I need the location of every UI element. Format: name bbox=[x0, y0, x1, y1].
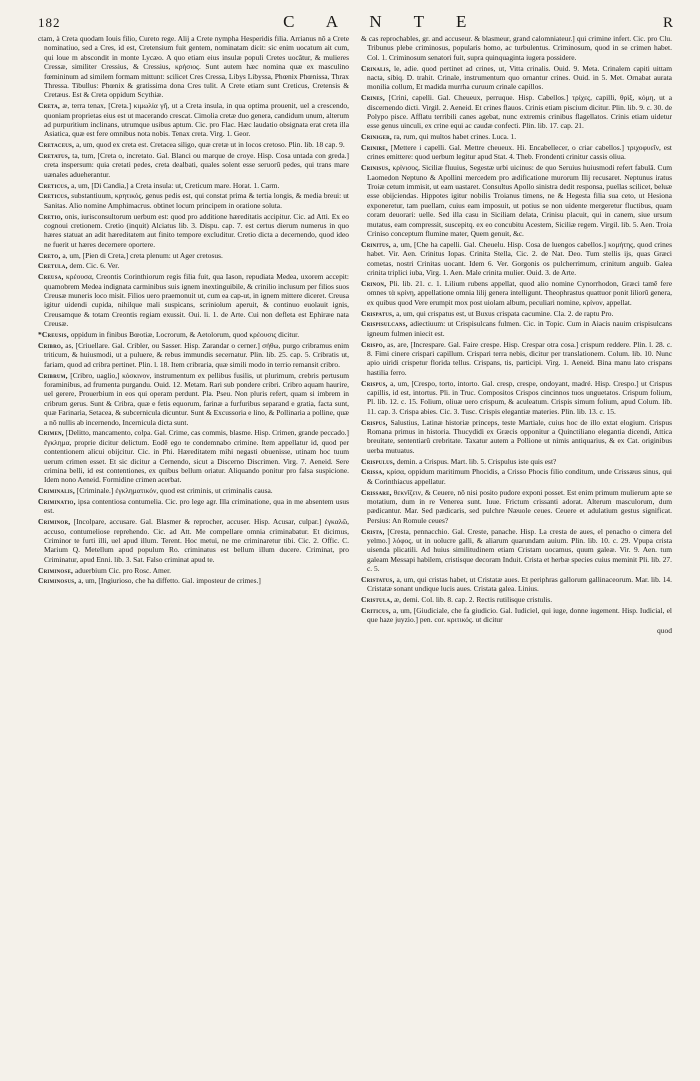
entry-text: a, um, qui crispatus est, ut Buxus crispata cacumine. Cla. 2. de raptu Pro. bbox=[396, 308, 614, 318]
dictionary-entry bbox=[361, 319, 672, 338]
dictionary-entry bbox=[38, 140, 349, 149]
entry-headword: Crispisulcans, bbox=[361, 319, 408, 329]
entry-text: adiectiuum: ut Crispisulcans fulmen. Cic. in Topic. Cum in Aiacis nauim crispisulcans igneum fulmen iniecit est. bbox=[367, 319, 672, 338]
entry-headword: Crispo, bbox=[361, 339, 385, 349]
entry-text: a, um, [Pien di Creta,] creta plenum: ut Ager cretosus. bbox=[62, 250, 223, 260]
dictionary-entry bbox=[38, 212, 349, 250]
dictionary-entry bbox=[38, 330, 349, 339]
entry-headword: Crinire, bbox=[361, 143, 388, 153]
dictionary-entry bbox=[361, 309, 672, 318]
entry-headword: Criminatio, bbox=[38, 496, 76, 506]
entry-headword: Criminalis, bbox=[38, 486, 75, 496]
dictionary-entry bbox=[361, 143, 672, 162]
dictionary-entry bbox=[38, 341, 349, 369]
dictionary-entry bbox=[361, 64, 672, 92]
dictionary-entry bbox=[361, 527, 672, 574]
dictionary-entry bbox=[361, 595, 672, 604]
dictionary-entry bbox=[361, 93, 672, 131]
entry-headword: Crinisus, bbox=[361, 163, 391, 173]
entry-headword: Cribro, bbox=[38, 340, 64, 350]
entry-headword: Creticus, bbox=[38, 191, 70, 201]
entry-text: [Mettere i capelli. Gal. Mettre cheueux. Hi. Encabellecer, o criar cabellos.] τριχοφυεῖν, est crines emittere: quod uerbum legitur apud Stat. 4. Theb. Frondenti crinitur cassis oliua. bbox=[367, 143, 672, 162]
entry-headword: Crines, bbox=[361, 93, 385, 103]
dictionary-entry bbox=[361, 575, 672, 594]
dictionary-entry bbox=[38, 272, 349, 328]
dictionary-entry bbox=[361, 132, 672, 141]
entry-text: as, are, [Increspare. Gal. Faire crespe. Hisp. Crespar otra cosa.] crispum reddere. Plin. l. 28. c. 8. Fimi cinere crispari capillum. Crispari terra nebis, dicitur per translationem. Colum. lib. 10. Nunc apio uiridi crispetur florida tellus. Crispans, tis, participi. Virg. 1. Aeneid. Bina manu lato crispans hastilia ferro. bbox=[367, 339, 672, 377]
dictionary-entry bbox=[361, 240, 672, 278]
page-number: 182 bbox=[38, 15, 61, 30]
entry-text: a, um, [Crespo, torto, intorto. Gal. cresp, crespe, ondoyant, madré. Hisp. Crespo.] ut Crispus capillis, id est, intortus. Pli. in Truc. Compositos Crispos cincinnos tuos unguetatos. Crispum folium, Pl. lib. 12. c. 15. Folium, oliuæ uero crispum, & aculeatum. Crispis simum folium, apud Colum. lib. 11. cap. 3. Crispa abies. Cic. 3. Tusc. Crispis elegantiæ materies. Plin. lib. 13. c. 15. bbox=[367, 378, 672, 416]
entry-text: aduerbium Cic. pro Rosc. Amer. bbox=[74, 565, 171, 575]
entry-headword: Creusa, bbox=[38, 272, 64, 282]
entry-headword: Creta, bbox=[38, 101, 60, 111]
dictionary-entry bbox=[38, 497, 349, 516]
entry-headword: Crispulus, bbox=[361, 456, 395, 466]
entry-text: oppidum in finibus Bœotiæ, Locrorum, & Aetolorum, quod κρέουσις dicitur. bbox=[70, 330, 300, 340]
dictionary-entry bbox=[38, 261, 349, 270]
entry-headword: Crispus, bbox=[361, 417, 388, 427]
entry-headword: Crispatus, bbox=[361, 308, 395, 318]
entry-text: ipsa contentiosa contumelia. Cic. pro lege agr. Illa criminatione, qua in me absentem usus est. bbox=[44, 496, 349, 516]
entry-text: dem. Cic. 6. Ver. bbox=[69, 261, 120, 271]
entry-headword: Criniger, bbox=[361, 132, 392, 142]
dictionary-entry bbox=[38, 428, 349, 484]
entry-headword: Crispus, bbox=[361, 378, 388, 388]
entry-text: as, [Criuellare. Gal. Cribler, ou Sasser. Hisp. Zarandar o cerner.] σήθω, purgo cribramus enim triticum, & huiusmodi, ut a puluere, & rebus immundis secernatur. Plin. lib. 25. cap. 5. Cribratis ut, fariam, quod ad cribra pertinet. Plin. l. 18. Item cribraria, quæ simili modo in terrio remansit cribro. bbox=[44, 340, 349, 369]
dictionary-entry bbox=[361, 457, 672, 466]
entry-text: onis, iurisconsultorum uerbum est: quod pro additione hæreditatis accipitur. Cic. ad Atti. Ex eo cognoui cretionem. Cretio (inquit) Alciatus lib. 3. Dispu. cap. 7. est certus dierum numerus in quo hæres statuat an adit hæreditatem aut finito tempore excluditur. Cretio dicta a decernendo, quod ideo ne fuerit ut hæres decernere oportere. bbox=[44, 211, 349, 249]
dictionary-entry bbox=[361, 418, 672, 456]
entry-headword: Creto, bbox=[38, 250, 61, 260]
entry-text: ra, rum, qui multos habet crines. Luca. 1. bbox=[393, 132, 517, 142]
entry-text: le, adie. quod pertinet ad crines, ut, Vitta crinalis. Ouid. 9. Meta. Crinalem capiti uittam nacta, sibiq. D. trahit. Crinale, instrumentum quo ornantur crines. Ouid. in 5. Met. Ornabat aurata monilia collum, Et madida murrha curuum crinale capillos. bbox=[367, 63, 672, 92]
entry-text: a, um, [Di Candia,] a Creta insula: ut, Creticum mare. Horat. 1. Carm. bbox=[71, 180, 280, 190]
entry-text: [Delitto, mancamento, colpa. Gal. Crime, cas commis, blasme. Hisp. Crimen, grande peccado.] ἔγκλημα, proprie dicitur delictum. Eodē ego te condemnabo crimine. Item appellatur id, quod per contentionem alicui obijcitur. Cic. in Phi. Hæreditatem mihi negasti obuenisse, utinam hoc tuum uerum crimen esset. Et sic dicitur a Cernendo, sicut a Discerno Discrimen. Virg. 7. Aeneid. Sere crimina belli, id est contentiones, ex quibus bellum oriatur. Aliquando ponitur pro falsa suspicione. Idem nono Aeneid. Formidine crimen acerbat. bbox=[44, 428, 349, 485]
entry-text: a, um, qui cristas habet, ut Cristatæ aues. Et periphras gallorum gallinaceorum. Mar. lib. 14. Cristatæ sonant undique lucis aues. Cristata galea. Linius. bbox=[367, 574, 672, 594]
entry-headword: Crissa, bbox=[361, 467, 385, 477]
entry-headword: Creticus, bbox=[38, 180, 70, 190]
dictionary-entry bbox=[361, 606, 672, 625]
entry-text: Pli. lib. 21. c. 1. Lilium rubens appellat, quod alio nomine Cynorrhodon, Græci tamē fere omnes τὰ κρίνη, appellatione omnia lilij genera intelligunt. Theophrastus quattuor ponit liliorū genera, ex quibus quod Vere erumpit mox post uiolam album, peculiari nomine, κρίνον, appellat. bbox=[367, 278, 672, 307]
running-head: C A N T E bbox=[283, 12, 481, 31]
dictionary-entry bbox=[38, 101, 349, 139]
entry-text: a, um, quod ex creta est. Cretacea siligo, quæ cretæ ut in locos cretoso. Plin. lib. 18 cap. 9. bbox=[75, 140, 345, 150]
entry-headword: Cretula, bbox=[38, 261, 68, 271]
dictionary-entry bbox=[38, 251, 349, 260]
dictionary-entry bbox=[38, 371, 349, 427]
dictionary-entry bbox=[38, 34, 349, 100]
entry-text: a, um, [Ingiurioso, che ha diffetto. Gal. imposteur de crimes.] bbox=[78, 576, 261, 586]
entry-headword: Criticus, bbox=[361, 605, 391, 615]
dictionary-entry bbox=[361, 379, 672, 417]
entry-text: ctam, à Creta quodam Iouis filio, Cureto rege. Alij a Crete nympha Hesperidis filia. Arrianus nō a Crete nominatiuo, sed a Cres, id est, Cretensium fuit gentem, nominatam dicit: sic enim uocatum ait cum, qui loue m abscondit in monte Lycæo. A quo etiam eius insulæ populi Cretes uocātur, & mulieres Cressæ, similiter Cressius, & Cressius, κρήσιος. Sunt autem hæc nomina quæ ex masculino fœmininum ad similem formam mittunt: scilicet Cres Cressa, Libys Libyssa, Phœnix Phœnissa, Thrax Thressa. Tibullus: Phœnix & gratissima dona Cres tulit. A Crete etiam sunt Creticus, Cretensis & Cretæus. Est & Creta oppidum Scythiæ. bbox=[38, 34, 349, 100]
dictionary-entry bbox=[361, 163, 672, 238]
entry-headword: Cretatus, bbox=[38, 151, 70, 161]
entry-headword: Cretio, bbox=[38, 211, 63, 221]
entry-headword: Criminose, bbox=[38, 565, 74, 575]
entry-text: [Cresta, pennacchio. Gal. Creste, panache. Hisp. La cresta de aues, el penacho o cimera del yelmo.] λόφος, ut in uolucre galli, & aliarum quarundam auium. Plin. lib. 10. c. 29. Vpupa crista uisenda plicatili. Ad huius similitudinem etiam Cristam uocamus, quum galeæ. Vir. 9. Aen. tum galeam Messapi habilem, cristisque decoram Induit. Crista et herbæ species cuius meminit Pli. lib. 27. c. 5. bbox=[367, 526, 672, 574]
entry-text: [Criminale.] ἐγκληματικόν, quod est criminis, ut criminalis causa. bbox=[76, 486, 273, 496]
entry-text: & cas reprochables, gr. and accuseur. & blasmeur, grand calomniateur.] qui crimine infert. Cic. pro Clu. Tribunus plebe criminosus, popularis homo, ac turbulentus. Criminosum, quod in se crimen habet. Col. 1. Criminosum senatori fuit, supra quinquaginta iugera possidere. bbox=[361, 34, 672, 62]
entry-headword: *Creusis, bbox=[38, 330, 69, 340]
entry-text: κρίσα, oppidum maritimum Phocidis, a Crisso Phocis filio conditum, unde Crissæus sinus, qui & Corinthiacus appellatur. bbox=[367, 467, 672, 486]
entry-text: Salustius, Latinæ historiæ princeps, teste Martiale, cuius hoc de illo extat elogium. Crispus Romana primus in historia. Thucydidi ex Græcis opponitur a Quinctiliano elegantia dicendi, Attica breuitate, sententiarū crebritate. Taxatur autem a Pollione ut nimis antiquarius, & ex Cat. originibus uerba mutuatus. bbox=[367, 417, 672, 455]
entry-headword: Crimen, bbox=[38, 428, 64, 438]
entry-text: [Incolpare, accusare. Gal. Blasmer & reprocher, accuser. Hisp. Acusar, culpar.] ἐγκαλῶ, accuso, contumeliose reprehendo. Cic. ad Att. Me compellare omnia criminabatur. Et dicimus, Criminor te furti illi, uel apud illum. Terent. Hoc metui, ne me criminaretur tibi. Cic. 2. Offic. C. Marium Q. Metellum apud populum Ro. criminatus est bellum illum ducere. Criminat, pro Criminatur, apud Enni. lib. 3. Sat. Falso criminat apud te. bbox=[44, 517, 349, 564]
dictionary-entry bbox=[38, 566, 349, 575]
entry-headword: Crissare, bbox=[361, 487, 392, 497]
entry-headword: Crinitus, bbox=[361, 239, 391, 249]
entry-text: demin. a Crispus. Mart. lib. 5. Crispulus iste quis est? bbox=[396, 456, 557, 466]
entry-headword: Crista, bbox=[361, 526, 385, 536]
right-column bbox=[361, 34, 672, 1074]
catchword: quod bbox=[657, 626, 672, 636]
dictionary-entry bbox=[361, 467, 672, 486]
dictionary-entry bbox=[38, 151, 349, 179]
entry-text: æ, demi. Col. lib. 8. cap. 2. Rectis rutilisque cristulis. bbox=[394, 595, 553, 605]
entry-text: ta, tum, [Creta o, incretato. Gal. Blanci ou marque de croye. Hisp. Cosa untada con greda.] creta inspersum: quia cretati pedes, creta dealbati, quales solent esse seruorū pedes, qui trans mare uænales adueherantur. bbox=[44, 151, 349, 179]
entry-headword: Criminosus, bbox=[38, 576, 77, 586]
signature-mark: R bbox=[662, 15, 674, 31]
entry-headword: Cristula, bbox=[361, 595, 393, 605]
dictionary-entry bbox=[38, 486, 349, 495]
entry-headword: Cribrum, bbox=[38, 370, 68, 380]
entry-text: κρίνισος, Siciliæ fluuius, Segestæ urbi uicinus: de quo Seruius huiusmodi refert fabulā. Cum Laomedon Neptuno & Apollini mercedem pro ædificatione murorum Ilij recusaret. Neptunus iratus Troiæ cetum immisit, ut eam uastaret. Consultus Apollo sinistra dedit responsa, puellas scilicet, beluæ esse obijciendas. Hippotes igitur nobilis Troianus timens, ne & Hegesta filia sua ceto, ut Hesiona exponeretur, tam puellam, cuius eam imposuit, ut potius se non uidente mergeretur fluctibus, quam coram deuorari: uelle. Sed illa casu in Siciliam delata, Crinisu placuit, qui in canem, siue ursum mutatus, eam compressit, suscepitq. ex eo concubitu Acestem, Siciliæ regem. Virgil. lib. 5. Aen. Troia Criniso conceptum flumine mater, Quem genuit, &c. bbox=[367, 163, 672, 239]
entry-text: a, um, [Giudiciale, che fa giudicio. Gal. Iudiciel, qui iuge, donne iugement. Hisp. Iudicial, el que haze juyzio.] pen. cor. κριτικός. ut dicitur bbox=[367, 605, 672, 625]
dictionary-entry bbox=[38, 191, 349, 210]
entry-text: [Cribro, uaglio,] κόσκινον, instrumentum ex pellibus fusilis, ut plurimum, crebris pertusum foraminibus, ad frumenta purgandu. Ouid. 12. Metam. Rari sub pondere cribri. Cribro aquam haurire, uel gerere, Prouerbium in eos qui operam perdunt. Pla. Pseu. Non pluris refert, quam si imbrem in cribrum gerus. Sunt & Cribra, quæ e fetis equorum, farinæ a furfuribus separand e gratia, facta sunt, quæ Farinaria, Setacea, & subcernicula dicuntur. Sunt & Excussoria e lino, & Pollinaria a polline, quæ a nō nullis ab incernendo, Incernicula dicta sunt. bbox=[44, 370, 349, 427]
entry-text: a, um, [Che ha capelli. Gal. Cheuelu. Hisp. Cosa de luengos cabellos.] κομήτης, quod crines habet. Vir. Aen. Crinitus Iopas. Crinita Stella, Cic. 2. de Nat. Deo. Tum stellis ijs, quas Græci cometas, nostri Crinitas uocant. Idem 6. Ver. Gorgonis os pulcherrimum, crinitum anguib. Galea crinita triplici iuba, Virg. 1. Aen. Male crinita mulier. Ouid. 3. de Arte. bbox=[367, 239, 672, 278]
dictionary-entry bbox=[38, 181, 349, 190]
entry-headword: Cretaceus, bbox=[38, 140, 75, 150]
entry-headword: Cristatus, bbox=[361, 574, 395, 584]
entry-text: æ, terra tenax, [Creta.] κιμωλία γῆ, ut a Creta insula, in qua optima prouenit, uel a crescendo, quoniam proprietas eius est ut macerando crescat. Cimolia cretæ duo genera, candidum unum, alterum ad purpuritium inclinans, utrumque usibus aptum. Cic. pro Flac. Hæc laudatio obsignata erat creta illa Asiatica, quæ est fere omnibus nota nobis. Tenax creta. Virg. 1. Geor. bbox=[44, 101, 349, 139]
entry-text: substantiuum, κρητικός, genus pedis est, qui constat prima & tertia longis, & media breui: ut Sanitas. Alio nomine Amphimacrus. obtinet locum principem in oratione soluta. bbox=[44, 191, 349, 210]
dictionary-columns bbox=[38, 34, 674, 1074]
entry-headword: Criminor, bbox=[38, 517, 71, 527]
dictionary-entry bbox=[38, 576, 349, 585]
entry-headword: Crinalis, bbox=[361, 63, 391, 73]
left-column bbox=[38, 34, 349, 1074]
entry-text: [Crini, capelli. Gal. Cheueux, perruque. Hisp. Cabellos.] τρίχες, capilli, θρὶξ, κόμη, ut a discernendo dicti. Virgil. 2. Aeneid. Et crines flauos. Crinis etiam piscium dicitur. Plin. lib. 9. c. 30. de Polypo pisce. Afflatu terribili canes agebat, nunc extremis crinibus flagellatos. Crinis etiam uidetur esse genus uinculi, ex crine equi ac caudæ confecti. Plin. lib. 17. cap. 21. bbox=[367, 93, 672, 131]
entry-text: θεκνῖζειν, & Ceuere, nō nisi posito pudore exponi posset. Est enim primum mulierum apte se motatium, dum in re Venerea sunt. Iuue. Frictum crissanti adorat. Alterum masculorum, dum pædicantur. Mar. Sed pædicaris, sed pulchre Næuole ceues. Ceuere et adulatium gestus significat. Persius: An Romule ceues? bbox=[367, 487, 672, 525]
entry-headword: Crinon, bbox=[361, 278, 387, 288]
entry-text: κρέουσα, Creontis Corinthiorum regis filia fuit, qua Iason, repudiata Medea, uxorem accepit: quamobrem Medea indignata carminibus suis ignem inextinguibile, & crinilio inclusum per filios suos Creusæ muneris loco misit. Filios uero praemonuit ut, cum ea cap-ut, in ignem mittere diceret. Creusa igitur uidendi cupida, nihilque mali suspicans, scriniolum aperuit, & continuo euolauit ignis, Creusamque & totam Creontis regiam exussit. Oui. li. 1. de Arte. Cui non defleta est Ephiræe nata Creusæ. bbox=[44, 272, 349, 329]
dictionary-entry bbox=[361, 279, 672, 307]
dictionary-entry bbox=[38, 517, 349, 564]
dictionary-entry bbox=[361, 340, 672, 378]
dictionary-entry bbox=[361, 488, 672, 526]
page-header bbox=[38, 12, 674, 34]
dictionary-entry bbox=[361, 34, 672, 62]
